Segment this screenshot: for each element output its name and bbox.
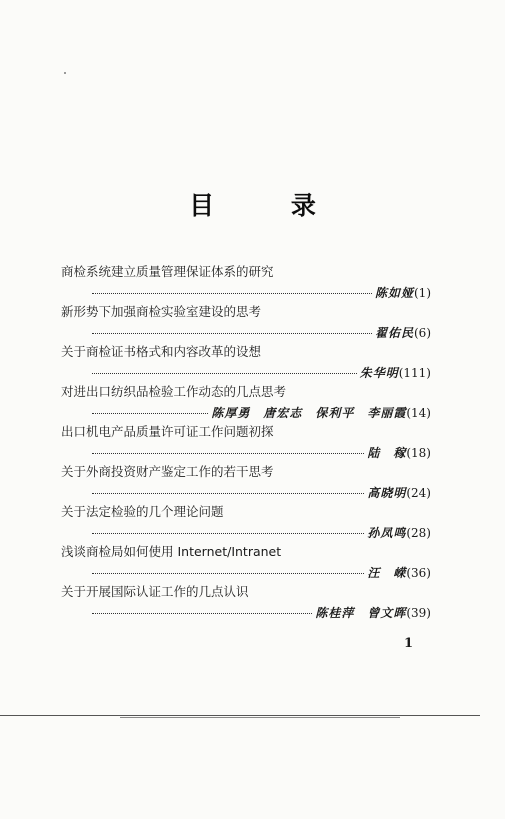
entry-line	[61, 524, 431, 544]
dot-leader	[92, 573, 364, 574]
entry-title: 新形势下加强商检实验室建设的思考	[61, 304, 262, 319]
entry-page: (111)	[398, 366, 431, 380]
toc-heading: 目 录	[189, 191, 350, 220]
entry-authors: 朱华明	[359, 366, 399, 380]
entry-page: (1)	[414, 286, 431, 300]
entry-page: (39)	[406, 606, 431, 620]
entry-title: 关于外商投资财产鉴定工作的若干思考	[61, 464, 274, 479]
page-number: 1	[404, 636, 414, 651]
entry-title: 商检系统建立质量管理保证体系的研究	[61, 264, 274, 279]
bottom-rule	[0, 715, 480, 716]
entry-authors: 陆 稼	[367, 446, 407, 460]
toc-entry	[61, 544, 431, 584]
entry-line	[61, 364, 431, 384]
entry-authors: 翟佑民	[374, 326, 414, 340]
toc-entry	[61, 384, 431, 424]
dot-leader	[92, 613, 312, 614]
entry-title: 关于商检证书格式和内容改革的设想	[61, 344, 262, 359]
dot-leader	[92, 453, 364, 454]
bottom-rule-secondary	[120, 717, 400, 718]
entry-title: 对进出口纺织品检验工作动态的几点思考	[61, 384, 287, 399]
entry-title: 关于法定检验的几个理论问题	[61, 504, 224, 519]
entry-page: (24)	[406, 486, 431, 500]
entry-page: (6)	[414, 326, 431, 340]
entry-line	[61, 564, 431, 584]
scan-speck	[64, 72, 66, 74]
dot-leader	[92, 333, 372, 334]
toc-list	[61, 264, 431, 624]
toc-entry	[61, 504, 431, 544]
entry-page: (28)	[406, 526, 431, 540]
entry-line	[61, 324, 431, 344]
entry-authors: 汪 嵘	[367, 566, 407, 580]
dot-leader	[92, 493, 364, 494]
toc-entry	[61, 304, 431, 344]
dot-leader	[92, 413, 208, 414]
toc-entry	[61, 424, 431, 464]
entry-title: 出口机电产品质量许可证工作问题初探	[61, 424, 274, 439]
entry-authors: 陈如娅	[374, 286, 414, 300]
entry-line	[61, 484, 431, 504]
toc-entry	[61, 264, 431, 304]
entry-authors: 高晓明	[367, 486, 407, 500]
toc-entry	[61, 344, 431, 384]
entry-line	[61, 444, 431, 464]
entry-page: (36)	[406, 566, 431, 580]
entry-authors: 陈厚勇 唐宏志 保利平 李丽霞	[211, 406, 407, 420]
entry-line	[61, 604, 431, 624]
entry-line	[61, 284, 431, 304]
entry-authors: 孙凤鸣	[367, 526, 407, 540]
dot-leader	[92, 293, 372, 294]
toc-entry	[61, 584, 431, 624]
entry-line	[61, 404, 431, 424]
toc-entry	[61, 464, 431, 504]
dot-leader	[92, 373, 357, 374]
entry-title: 浅谈商检局如何使用 Internet/Intranet	[61, 544, 282, 559]
entry-page: (18)	[406, 446, 431, 460]
dot-leader	[92, 533, 364, 534]
entry-page: (14)	[406, 406, 431, 420]
entry-title: 关于开展国际认证工作的几点认识	[61, 584, 249, 599]
entry-authors: 陈桂萍 曾文晖	[315, 606, 407, 620]
